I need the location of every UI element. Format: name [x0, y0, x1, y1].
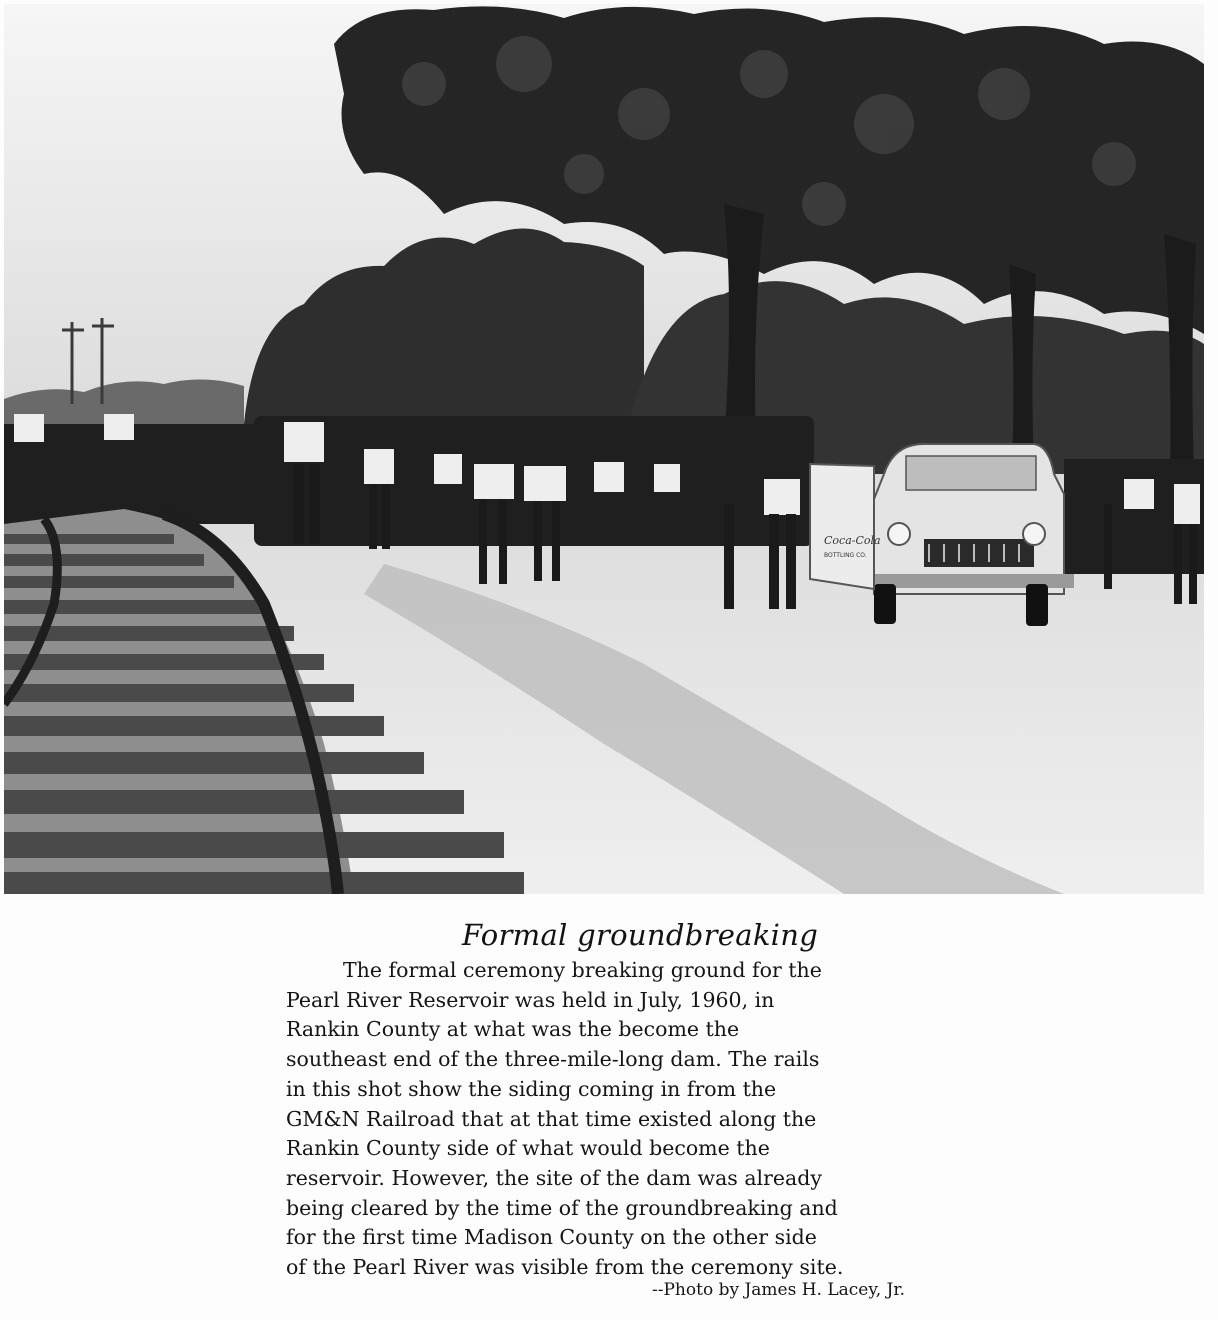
caption-body — [286, 956, 986, 1283]
photo-credit: --Photo by James H. Lacey, Jr. — [652, 1280, 905, 1300]
caption-line: reservoir. However, the site of the dam was already — [286, 1165, 822, 1190]
photo-caption — [286, 918, 986, 1283]
caption-line: for the first time Madison County on the other side — [286, 1225, 817, 1250]
caption-line: being cleared by the time of the groundbreaking and — [286, 1195, 838, 1220]
caption-title: Formal groundbreaking — [461, 918, 819, 952]
truck-door-logo: Coca-Cola — [824, 534, 881, 547]
groundbreaking-photo — [4, 4, 1204, 894]
caption-line: The formal ceremony breaking ground for the — [343, 958, 822, 982]
caption-line: Rankin County at what was the become the — [286, 1017, 740, 1042]
caption-line: Pearl River Reservoir was held in July, 1960, in — [286, 987, 775, 1012]
caption-line: of the Pearl River was visible from the ceremony site. — [286, 1255, 844, 1280]
caption-line: in this shot show the siding coming in from the — [286, 1076, 777, 1101]
caption-line: GM&N Railroad that at that time existed along the — [286, 1106, 817, 1131]
caption-line: southeast end of the three-mile-long dam. The rails — [286, 1047, 820, 1072]
truck-door-subtext: BOTTLING CO. — [824, 552, 867, 559]
caption-line: Rankin County side of what would become the — [286, 1136, 770, 1161]
